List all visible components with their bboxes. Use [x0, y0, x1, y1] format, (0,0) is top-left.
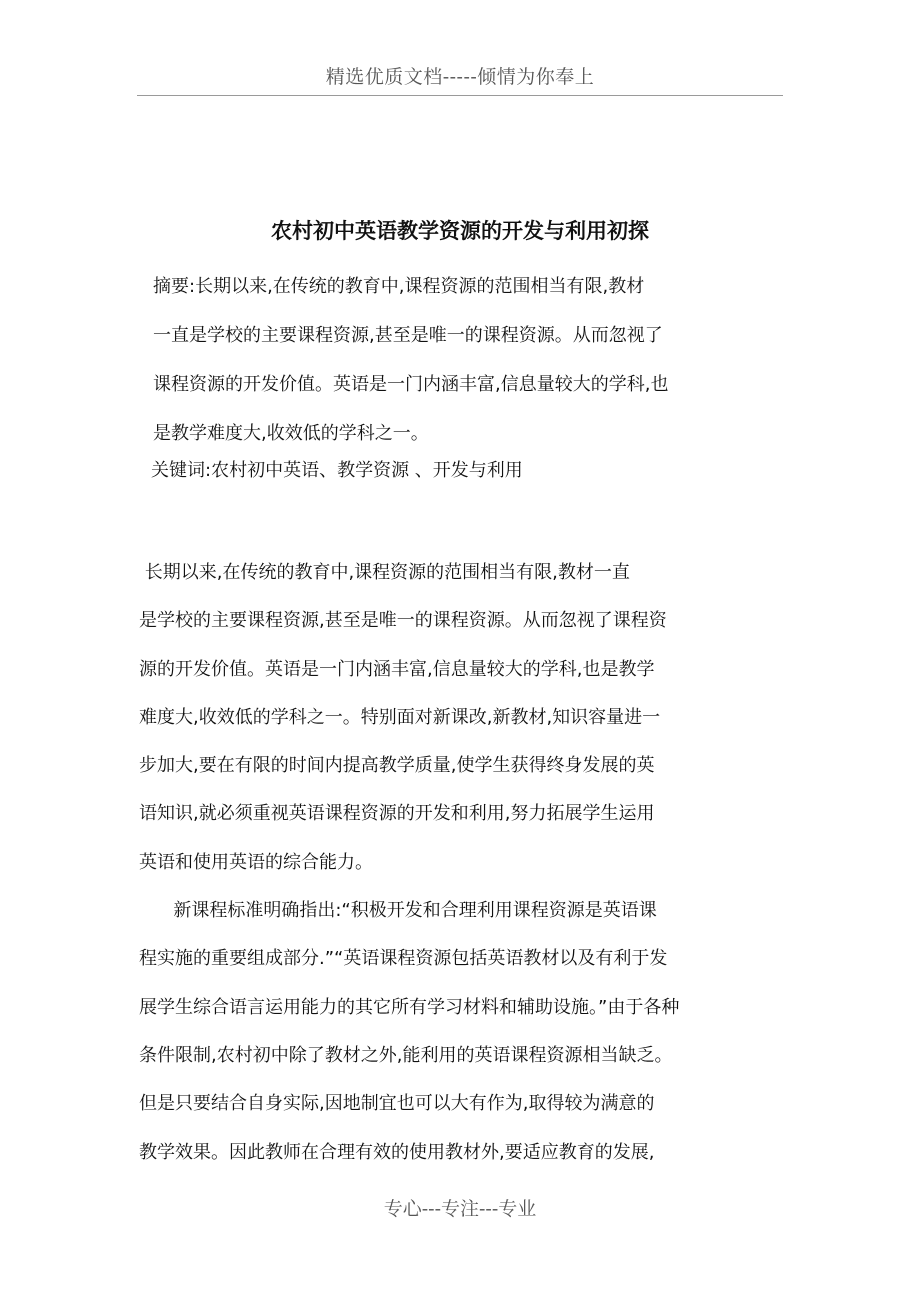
- body-text: [139, 549, 799, 1177]
- body-line: 展学生综合语言运用能力的其它所有学习材料和辅助设施。”由于各种: [139, 996, 680, 1018]
- abstract-line: 是教学难度大,收效低的学科之一。: [153, 423, 429, 444]
- body-line: 难度大,收效低的学科之一。特别面对新课改,新教材,知识容量进一: [139, 706, 661, 728]
- abstract-line: 摘要:长期以来,在传统的教育中,课程资源的范围相当有限,教材: [153, 276, 645, 297]
- page-header: 精选优质文档-----倾情为你奉上: [325, 66, 595, 88]
- body-line: 长期以来,在传统的教育中,课程资源的范围相当有限,教材一直: [139, 562, 630, 583]
- header-divider: [137, 95, 783, 96]
- body-line: 步加大,要在有限的时间内提高教学质量,使学生获得终身发展的英: [139, 755, 655, 777]
- document-title: 农村初中英语教学资源的开发与利用初探: [271, 219, 649, 243]
- body-line: 英语和使用英语的综合能力。: [139, 851, 373, 873]
- body-line: 源的开发价值。英语是一门内涵丰富,信息量较大的学科,也是教学: [139, 658, 655, 680]
- body-line: 教学效果。因此教师在合理有效的使用教材外,要适应教育的发展,: [139, 1141, 655, 1163]
- keywords-line: 关键词:农村初中英语、教学资源 、开发与利用: [151, 460, 523, 481]
- abstract-line: 一直是学校的主要课程资源,甚至是唯一的课程资源。从而忽视了: [153, 325, 663, 346]
- body-line: 是学校的主要课程资源,甚至是唯一的课程资源。从而忽视了课程资: [139, 610, 667, 632]
- body-line: 但是只要结合自身实际,因地制宜也可以大有作为,取得较为满意的: [139, 1093, 655, 1115]
- body-line: 程实施的重要组成部分.”“英语课程资源包括英语教材以及有利于发: [139, 948, 668, 970]
- abstract-block: [153, 262, 793, 458]
- body-line: 新课程标准明确指出:“积极开发和合理利用课程资源是英语课: [139, 900, 657, 922]
- abstract-line: 课程资源的开发价值。英语是一门内涵丰富,信息量较大的学科,也: [153, 374, 669, 395]
- page-footer: 专心---专注---专业: [383, 1198, 537, 1220]
- body-line: 条件限制,农村初中除了教材之外,能利用的英语课程资源相当缺乏。: [139, 1044, 673, 1066]
- body-line: 语知识,就必须重视英语课程资源的开发和利用,努力拓展学生运用: [139, 803, 655, 825]
